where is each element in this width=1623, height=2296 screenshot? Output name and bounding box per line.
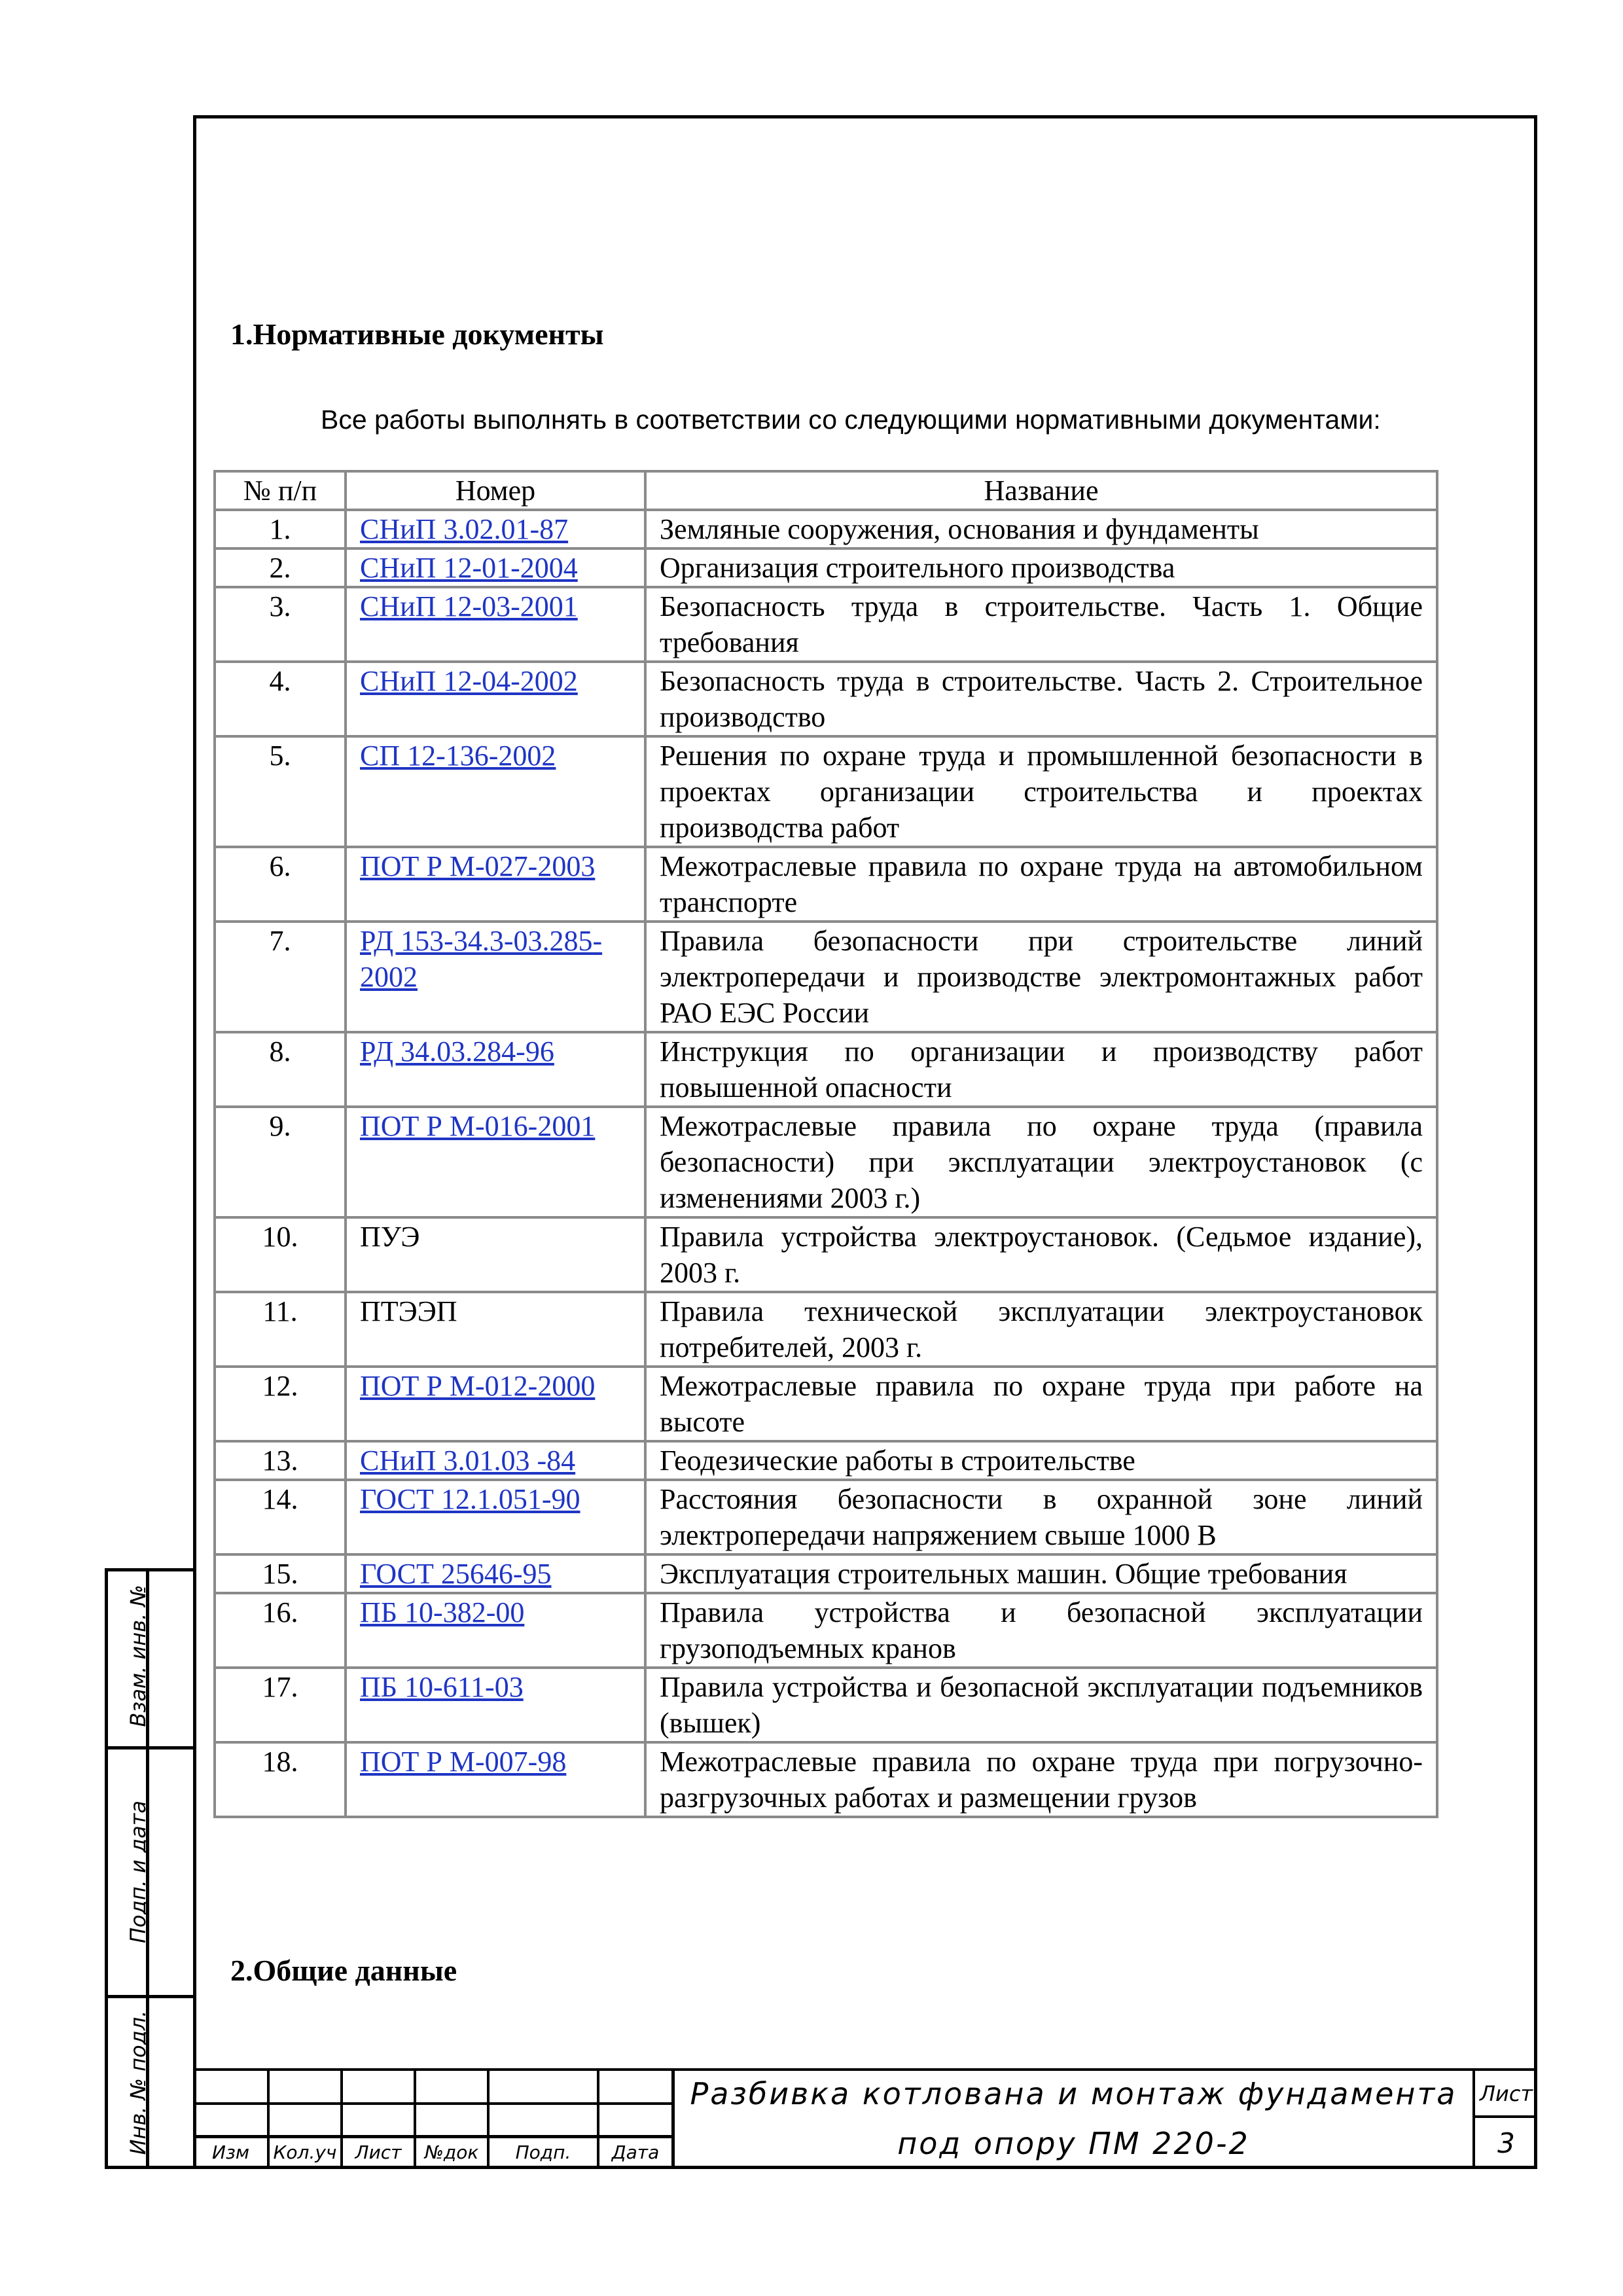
table-row <box>215 1593 1437 1668</box>
table-row <box>215 1032 1437 1107</box>
sheet-label: Лист <box>1479 2081 1533 2106</box>
document-title: Межотраслевые правила по охране труда (правила безопасности) при эксплуатации электроустановок (с изменениями 2003 г.) <box>645 1107 1437 1217</box>
document-code-cell <box>346 847 645 922</box>
table-row <box>215 548 1437 587</box>
document-code-cell <box>346 1668 645 1742</box>
row-number: 10. <box>215 1217 346 1292</box>
replaced-inventory-label: Взам. инв. № <box>126 1585 151 1727</box>
row-number: 16. <box>215 1593 346 1668</box>
document-title: Безопасность труда в строительстве. Часть 2. Строительное производство <box>645 662 1437 736</box>
row-number: 15. <box>215 1554 346 1593</box>
document-code-cell <box>346 1554 645 1593</box>
row-number: 11. <box>215 1292 346 1367</box>
document-code: ПТЭЭП <box>360 1295 457 1327</box>
intro-text: Все работы выполнять в соответствии со следующими нормативными документами: <box>321 404 1381 435</box>
document-code-cell <box>346 662 645 736</box>
row-number: 1. <box>215 510 346 548</box>
tb-col-ndok: №док <box>424 2142 479 2163</box>
document-title: Организация строительного производства <box>645 548 1437 587</box>
drawing-title-line-2: под опору ПМ 220-2 <box>897 2126 1250 2161</box>
document-code-link[interactable]: СНиП 12-01-2004 <box>360 552 578 584</box>
document-code-link[interactable]: ПБ 10-611-03 <box>360 1671 524 1703</box>
document-code-link[interactable]: РД 34.03.284-96 <box>360 1035 554 1067</box>
document-title: Межотраслевые правила по охране труда на автомобильном транспорте <box>645 847 1437 922</box>
signature-date-label: Подп. и дата <box>126 1801 151 1943</box>
document-title: Безопасность труда в строительстве. Часть 1. Общие требования <box>645 587 1437 662</box>
tb-col-izm: Изм <box>212 2142 249 2163</box>
document-code-link[interactable]: СНиП 3.01.03 -84 <box>360 1444 576 1477</box>
document-code-cell <box>346 1367 645 1441</box>
document-code-cell <box>346 1593 645 1668</box>
document-title: Правила технической эксплуатации электроустановок потребителей, 2003 г. <box>645 1292 1437 1367</box>
document-code-cell <box>346 1217 645 1292</box>
document-code-cell <box>346 922 645 1032</box>
document-code-link[interactable]: ПОТ Р М-016-2001 <box>360 1110 596 1142</box>
tb-col-data: Дата <box>611 2142 660 2163</box>
sheet-number: 3 <box>1497 2127 1515 2159</box>
tb-sheet-hline <box>1472 2115 1537 2118</box>
document-code-cell <box>346 1441 645 1480</box>
tb-col-podp: Подп. <box>515 2142 571 2163</box>
document-code-cell <box>346 587 645 662</box>
document-title: Межотраслевые правила по охране труда при работе на высоте <box>645 1367 1437 1441</box>
table-row <box>215 1554 1437 1593</box>
document-code-cell <box>346 1742 645 1817</box>
tb-top-edge <box>193 2068 1537 2071</box>
table-row <box>215 510 1437 548</box>
row-number: 4. <box>215 662 346 736</box>
tb-hline-2 <box>193 2102 674 2105</box>
header-name: Название <box>645 471 1437 510</box>
side-stamp-sep-1 <box>105 1746 196 1749</box>
row-number: 2. <box>215 548 346 587</box>
row-number: 3. <box>215 587 346 662</box>
table-row <box>215 1292 1437 1367</box>
row-number: 8. <box>215 1032 346 1107</box>
row-number: 17. <box>215 1668 346 1742</box>
row-number: 9. <box>215 1107 346 1217</box>
document-code-link[interactable]: СП 12-136-2002 <box>360 740 556 772</box>
document-code-link[interactable]: ГОСТ 25646-95 <box>360 1558 552 1590</box>
row-number: 6. <box>215 847 346 922</box>
table-row <box>215 847 1437 922</box>
document-code-link[interactable]: СНиП 12-04-2002 <box>360 665 578 697</box>
document-code-cell <box>346 1107 645 1217</box>
table-row <box>215 662 1437 736</box>
document-code: ПУЭ <box>360 1221 420 1253</box>
document-code-cell <box>346 1480 645 1554</box>
document-code-link[interactable]: ГОСТ 12.1.051-90 <box>360 1483 580 1515</box>
section-1-heading: 1.Нормативные документы <box>230 317 604 351</box>
table-row <box>215 922 1437 1032</box>
row-number: 5. <box>215 736 346 847</box>
table-row <box>215 1668 1437 1742</box>
table-row <box>215 587 1437 662</box>
header-num: № п/п <box>215 471 346 510</box>
document-code-link[interactable]: РД 153-34.3-03.285-2002 <box>360 925 603 993</box>
table-row <box>215 1367 1437 1441</box>
table-row <box>215 1480 1437 1554</box>
original-inventory-label: Инв. № подл. <box>126 2010 151 2155</box>
table-row <box>215 1107 1437 1217</box>
table-body <box>215 510 1437 1817</box>
row-number: 14. <box>215 1480 346 1554</box>
header-code: Номер <box>346 471 645 510</box>
document-code-cell <box>346 510 645 548</box>
document-code-link[interactable]: СНиП 3.02.01-87 <box>360 513 569 545</box>
document-title: Инструкция по организации и производству работ повышенной опасности <box>645 1032 1437 1107</box>
document-code-cell <box>346 548 645 587</box>
row-number: 12. <box>215 1367 346 1441</box>
table-row <box>215 1217 1437 1292</box>
document-code-link[interactable]: ПБ 10-382-00 <box>360 1596 525 1628</box>
table-row <box>215 1441 1437 1480</box>
table-row <box>215 1742 1437 1817</box>
document-title: Расстояния безопасности в охранной зоне линий электропередачи напряжением свыше 1000 В <box>645 1480 1437 1554</box>
document-title: Земляные сооружения, основания и фундаменты <box>645 510 1437 548</box>
row-number: 7. <box>215 922 346 1032</box>
row-number: 18. <box>215 1742 346 1817</box>
tb-col-kol-uch: Кол.уч <box>273 2142 337 2163</box>
document-title: Эксплуатация строительных машин. Общие требования <box>645 1554 1437 1593</box>
normative-documents-table <box>213 470 1438 1818</box>
document-code-cell <box>346 1032 645 1107</box>
row-number: 13. <box>215 1441 346 1480</box>
tb-hline-3 <box>193 2135 674 2138</box>
document-code-cell <box>346 736 645 847</box>
document-title: Межотраслевые правила по охране труда при погрузочно-разгрузочных работах и размещении грузов <box>645 1742 1437 1817</box>
document-code-link[interactable]: ПОТ Р М-007-98 <box>360 1746 567 1778</box>
document-title: Правила устройства и безопасной эксплуатации грузоподъемных кранов <box>645 1593 1437 1668</box>
document-code-cell <box>346 1292 645 1367</box>
document-title: Геодезические работы в строительстве <box>645 1441 1437 1480</box>
drawing-title-line-1: Разбивка котлована и монтаж фундамента <box>690 2076 1457 2111</box>
document-code-link[interactable]: ПОТ Р М-012-2000 <box>360 1370 596 1402</box>
document-code-link[interactable]: ПОТ Р М-027-2003 <box>360 850 596 882</box>
document-code-link[interactable]: СНиП 12-03-2001 <box>360 590 578 622</box>
document-title: Правила устройства электроустановок. (Седьмое издание), 2003 г. <box>645 1217 1437 1292</box>
document-title: Правила устройства и безопасной эксплуатации подъемников (вышек) <box>645 1668 1437 1742</box>
table-row <box>215 736 1437 847</box>
table-header-row <box>215 471 1437 510</box>
document-title: Правила безопасности при строительстве линий электропередачи и производстве электромонтажных работ РАО ЕЭС России <box>645 922 1437 1032</box>
tb-col-list: Лист <box>355 2142 402 2163</box>
section-2-heading: 2.Общие данные <box>230 1954 457 1987</box>
document-title: Решения по охране труда и промышленной безопасности в проектах организации строительства и проектах производства работ <box>645 736 1437 847</box>
